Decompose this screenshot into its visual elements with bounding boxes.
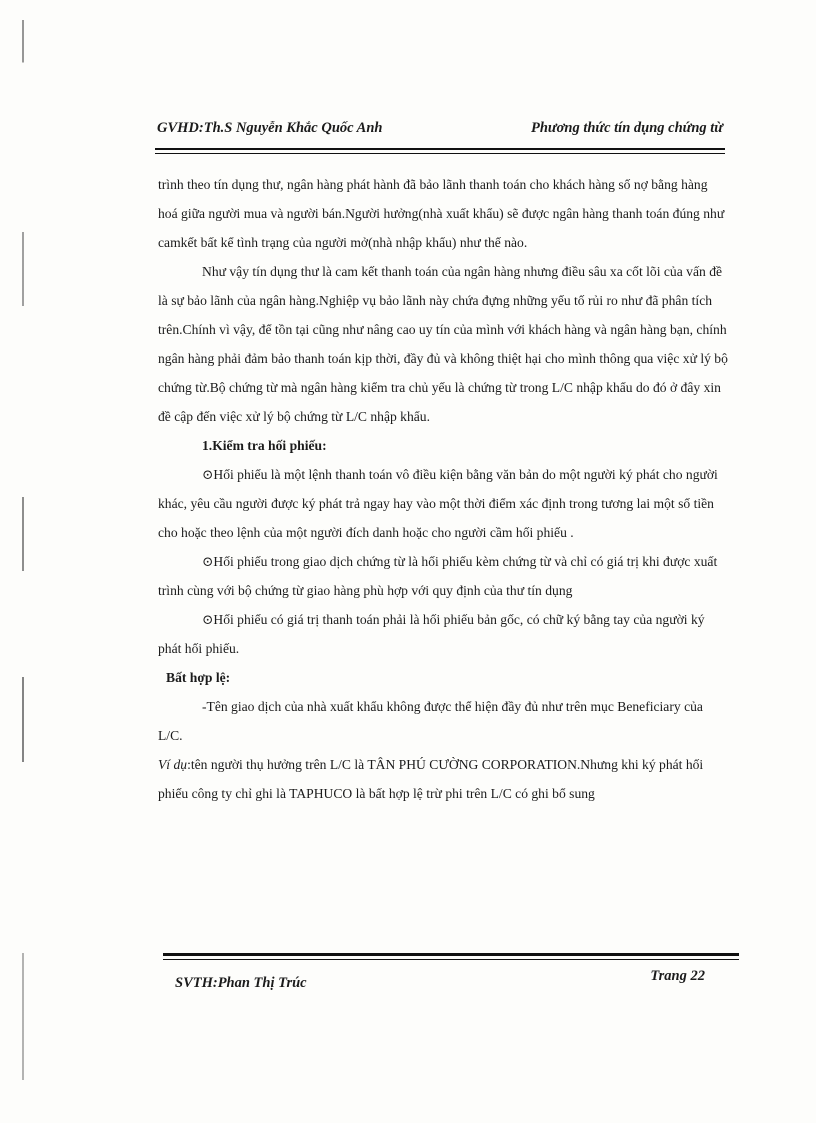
page-number: Trang 22 (650, 968, 705, 984)
header-rule-thin (155, 153, 725, 154)
footer-rule-thin (163, 959, 739, 960)
header-rule-thick (155, 148, 725, 150)
footer-rule-thick (163, 953, 739, 956)
section-heading-draft-check: 1.Kiểm tra hối phiếu: (202, 438, 327, 453)
example-label: Ví dụ (158, 757, 188, 772)
paragraph-example (158, 750, 730, 808)
header-topic: Phương thức tín dụng chứng từ (530, 120, 723, 136)
page-body (158, 170, 730, 808)
page-footer (175, 968, 705, 992)
bullet-draft-original: ⊙Hối phiếu có giá trị thanh toán phải là hối phiếu bản gốc, có chữ ký bằng tay của người ký phát hối phiếu. (158, 612, 705, 656)
paragraph-summary: Như vậy tín dụng thư là cam kết thanh toán của ngân hàng nhưng điều sâu xa cốt lõi của vấn đề là sự bảo lãnh của ngân hàng.Nghiệp vụ bảo lãnh này chứa đựng những yếu tố rủi ro như đã phân tích trên.Chính vì vậy, để tồn tại cũng như nâng cao uy tín của mình với khách hàng và ngân hàng bạn, chính ngân hàng phải đảm bảo thanh toán kịp thời, đầy đủ và không thiệt hại cho mình thông qua việc xử lý bộ chứng từ.Bộ chứng từ mà ngân hàng kiểm tra chủ yếu là chứng từ trong L/C nhập khẩu do đó ở đây xin đề cập đến việc xử lý bộ chứng từ L/C nhập khẩu. (158, 264, 728, 424)
paragraph-continuation: trình theo tín dụng thư, ngân hàng phát hành đã bảo lãnh thanh toán cho khách hàng số nợ bằng hàng hoá giữa người mua và người bán.Người hưởng(nhà xuất khẩu) sẽ được ngân hàng thanh toán đúng như camkết bất kể tình trạng của người mở(nhà nhập khẩu) như thế nào. (158, 177, 725, 250)
header-supervisor: GVHD:Th.S Nguyễn Khắc Quốc Anh (157, 120, 383, 136)
paragraph-invalid-name: -Tên giao dịch của nhà xuất khẩu không được thể hiện đầy đủ như trên mục Beneficiary của L/C. (158, 699, 703, 743)
bullet-draft-documentary: ⊙Hối phiếu trong giao dịch chứng từ là hối phiếu kèm chứng từ và chỉ có giá trị khi được xuất trình cùng với bộ chứng từ giao hàng phù hợp với quy định của thư tín dụng (158, 554, 718, 598)
page-header (157, 120, 723, 144)
footer-student: SVTH:Phan Thị Trúc (175, 975, 307, 991)
scan-edge-artifact (22, 20, 24, 1080)
example-text: :tên người thụ hưởng trên L/C là TÂN PHÚ CƯỜNG CORPORATION.Nhưng khi ký phát hối phiếu công ty chỉ ghi là TAPHUCO là bất hợp lệ trừ phi trên L/C có ghi bổ sung (158, 757, 704, 801)
bullet-draft-definition: ⊙Hối phiếu là một lệnh thanh toán vô điều kiện bằng văn bản do một người ký phát cho người khác, yêu cầu người được ký phát trả ngay hay vào một thời điểm xác định trong tương lai một số tiền cho hoặc theo lệnh của một người đích danh hoặc cho người cầm hối phiếu . (158, 467, 718, 540)
section-heading-invalid: Bất hợp lệ: (166, 670, 231, 685)
